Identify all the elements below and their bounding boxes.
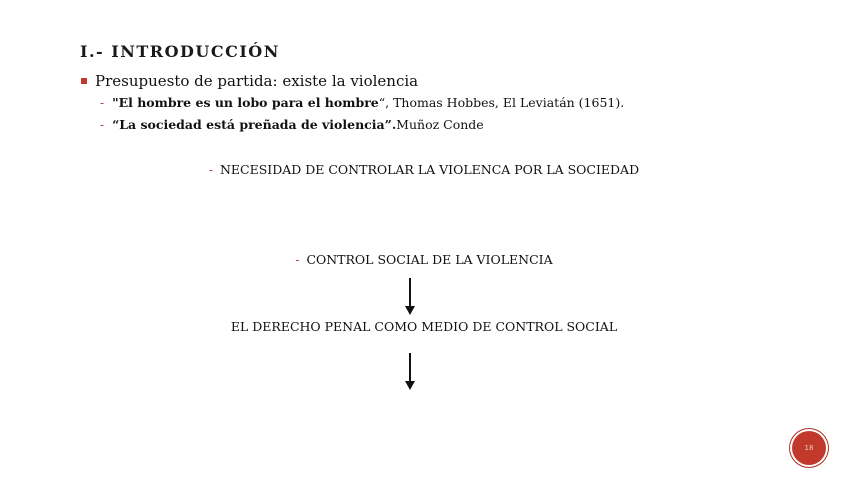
dash-bullet-icon: - [100, 117, 105, 132]
page-number-badge [792, 431, 826, 465]
square-bullet-icon [81, 78, 87, 84]
slide-title: I.- INTRODUCCIÓN [80, 42, 280, 61]
quote-munoz-bold: “La sociedad está preñada de violencia”. [112, 117, 397, 132]
necesidad-text: NECESIDAD DE CONTROLAR LA VIOLENCA POR LA SOCIEDAD [219, 162, 640, 177]
main-bullet [80, 72, 418, 90]
quote-hobbes-bold: "El hombre es un lobo para el hombre [112, 95, 379, 110]
page-number: 18 [804, 444, 814, 452]
control-social-text: CONTROL SOCIAL DE LA VIOLENCIA [306, 252, 553, 267]
quote-hobbes [100, 95, 624, 110]
derecho-penal-text: EL DERECHO PENAL COMO MEDIO DE CONTROL SOCIAL [230, 319, 618, 334]
control-social-line [0, 252, 848, 267]
arrow-down-icon [403, 353, 417, 391]
quote-munoz-conde [100, 117, 484, 132]
dash-bullet-icon: - [295, 253, 300, 267]
main-bullet-text: Presupuesto de partida: existe la violencia [95, 72, 419, 90]
quote-munoz-source: Muñoz Conde [396, 117, 484, 132]
arrow-down-icon [403, 278, 417, 316]
derecho-penal-line [0, 319, 848, 334]
dash-bullet-icon: - [208, 163, 213, 177]
dash-bullet-icon: - [100, 95, 105, 110]
quote-hobbes-source: “, Thomas Hobbes, El Leviatán (1651). [378, 95, 625, 110]
necesidad-line [0, 162, 848, 177]
